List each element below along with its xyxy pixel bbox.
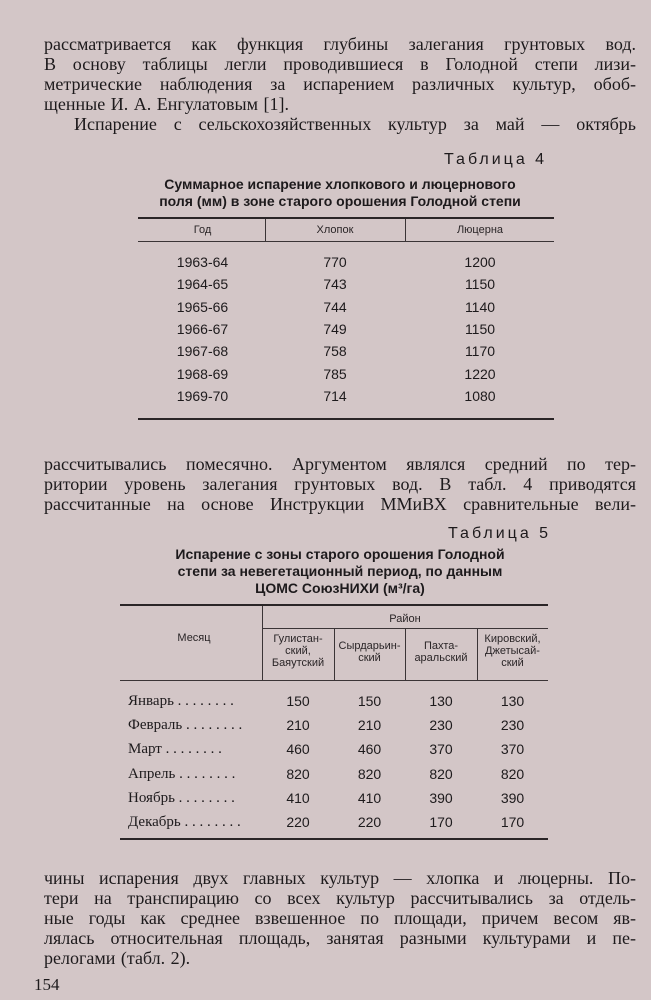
caption-line: ЦОМС СоюзНИХИ (м³/га) (255, 580, 425, 596)
table5-cell: 170 (500, 814, 525, 830)
paragraph-transpiration (44, 868, 636, 968)
table5-top-rule (120, 604, 548, 606)
table4-cell: 1968-69 (176, 365, 229, 382)
table5-header-month: Месяц (177, 632, 211, 644)
table4-cell: 1150 (464, 320, 496, 337)
table4-cell: 1200 (464, 254, 496, 270)
table5-cell: 370 (500, 741, 525, 758)
table4-header-alfalfa: Люцерна (456, 224, 504, 236)
table5-cell: 210 (286, 717, 310, 734)
table5-month: Февраль . . . . . . . . (128, 717, 243, 734)
table4-cell: 1967-68 (176, 343, 229, 360)
text-line: ритории уровень залегания грунтовых вод. В табл. 4 приводятся (44, 474, 636, 494)
paragraph-intro (44, 34, 636, 114)
table4-cell: 1966-67 (176, 320, 229, 337)
table5-cell: 170 (429, 814, 453, 830)
paragraph-method (44, 454, 636, 514)
text-line: чины испарения двух главных культур — хлопка и люцерны. По- (44, 868, 636, 888)
page-number: 154 (34, 975, 60, 994)
table4-cell: 744 (323, 298, 347, 315)
table5-cell: 410 (357, 789, 382, 806)
table5-cell: 820 (286, 765, 310, 782)
table4-header-year: Год (193, 224, 212, 236)
table5-cell: 130 (500, 693, 525, 709)
table5-caption (130, 546, 550, 597)
table5-cell: 210 (357, 717, 382, 734)
table5-header-rule (120, 680, 548, 681)
table5-month: Январь . . . . . . . . (128, 693, 234, 709)
table5-header-kirov: Кировский, Джетысай- ский (484, 633, 541, 669)
table5-bottom-rule (120, 838, 548, 840)
caption-line: поля (мм) в зоне старого орошения Голодной степи (159, 193, 521, 209)
caption-line: Испарение с зоны старого орошения Голодной (175, 546, 505, 562)
table5-header-gulistan: Гулистан- ский, Баяутский (271, 633, 325, 669)
paragraph-evaporation (44, 114, 636, 134)
table4-label: Таблица 4 (444, 151, 548, 168)
table4-cell: 1220 (464, 365, 496, 382)
table4-bottom-rule (138, 418, 554, 420)
table5-cell: 460 (357, 741, 382, 758)
table4-cell: 1170 (464, 343, 496, 360)
table5-cell: 410 (286, 789, 310, 806)
text-line: щенные И. А. Енгулатовым [1]. (44, 94, 290, 114)
table4-cell: 1150 (464, 276, 496, 293)
table5-month: Март . . . . . . . . (128, 741, 222, 758)
table5-label: Таблица 5 (448, 525, 552, 542)
table5-header-syrdarya: Сырдарьин- ский (338, 640, 401, 664)
table5-cell: 220 (357, 814, 382, 830)
table4-cell: 714 (323, 387, 347, 404)
table5-cell: 390 (500, 789, 525, 806)
table4-cell: 1964-65 (176, 276, 229, 293)
caption-line: Суммарное испарение хлопкового и люцернового (164, 176, 516, 192)
table5-cell: 220 (286, 814, 310, 830)
text-line: рассчитывались помесячно. Аргументом являлся средний по тер- (44, 454, 636, 474)
table5-cell: 230 (500, 717, 525, 734)
table4-header-rule (138, 241, 554, 242)
table5-month: Ноябрь . . . . . . . . (128, 789, 235, 806)
table4-cell: 1965-66 (176, 298, 229, 315)
table5-month: Декабрь . . . . . . . . (128, 814, 241, 830)
table5-cell: 150 (357, 693, 382, 709)
table5-header-district: Район (389, 613, 421, 625)
table5-cell: 230 (429, 717, 453, 734)
caption-line: степи за невегетационный период, по данным (177, 563, 503, 579)
table5-header-pakhtaaral: Пахта- аральский (414, 640, 468, 664)
table4-cell: 743 (323, 276, 347, 293)
table4-cell: 1140 (464, 298, 496, 315)
text-line: метрические наблюдения за испарением различных культур, обоб- (44, 74, 636, 94)
table4-cell: 1969-70 (176, 387, 229, 404)
text-line: лялась относительная площадь, занятая разными культурами и пе- (44, 928, 636, 948)
table4-cell: 1080 (464, 387, 496, 404)
text-line: Испарение с сельскохозяйственных культур за май — октябрь (74, 114, 636, 134)
table4-cell: 749 (323, 320, 347, 337)
text-line: рассчитанные на основе Инструкции ММиВХ сравнительные вели- (44, 494, 636, 514)
text-line: релогами (табл. 2). (44, 948, 191, 968)
text-line: тери на транспирацию со всех культур рассчитывались за отдель- (44, 888, 636, 908)
table4-header-cotton: Хлопок (316, 224, 354, 236)
table5-cell: 370 (429, 741, 453, 758)
table5-cell: 820 (500, 765, 525, 782)
table5-cell: 390 (429, 789, 453, 806)
table4-top-rule (138, 217, 554, 219)
table4-cell: 758 (323, 343, 347, 360)
table4-cell: 1963-64 (176, 254, 229, 270)
table5-cell: 460 (286, 741, 310, 758)
text-line: ные годы как среднее взвешенное по площади, причем весом яв- (44, 908, 636, 928)
table5-cell: 820 (357, 765, 382, 782)
table4-cell: 785 (323, 365, 347, 382)
table5-month: Апрель . . . . . . . . (128, 765, 236, 782)
table4-caption (130, 176, 550, 210)
text-line: рассматривается как функция глубины залегания грунтовых вод. (44, 34, 636, 54)
table5-cell: 820 (429, 765, 453, 782)
text-line: В основу таблицы легли проводившиеся в Голодной степи лизи- (44, 54, 636, 74)
table4-cell: 770 (323, 254, 347, 270)
table5-cell: 150 (286, 693, 310, 709)
table5-cell: 130 (429, 693, 453, 709)
